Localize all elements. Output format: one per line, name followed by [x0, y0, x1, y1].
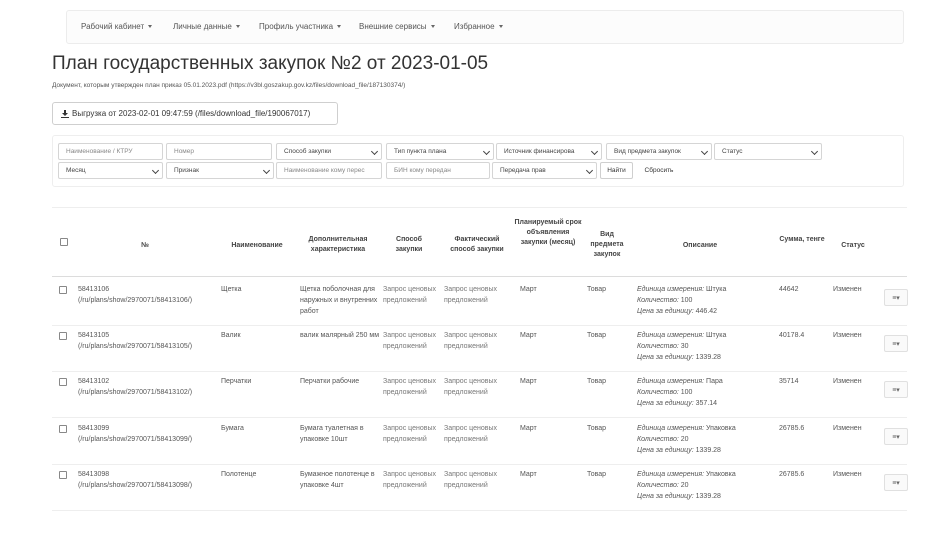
status-select[interactable] [714, 143, 822, 160]
row-checkbox[interactable] [59, 425, 67, 433]
row-number[interactable] [78, 284, 218, 306]
row-subject: Товар [587, 471, 607, 478]
row-actions-button[interactable] [884, 289, 908, 306]
row-link[interactable]: (/ru/plans/show/2970071/58413102/) [78, 389, 193, 396]
row-actual-method: Запрос ценовых предложений [444, 425, 497, 443]
method-select-value: Способ закупки [284, 148, 332, 155]
row-description [637, 469, 777, 502]
unit-label: Единица измерения: [637, 378, 705, 385]
nav-item-external[interactable] [359, 22, 435, 31]
nav-item-label: Профиль участника [259, 22, 334, 31]
caret-down-icon [499, 25, 503, 28]
nav-item-personal[interactable] [173, 22, 240, 31]
nav-item-label: Личные данные [173, 22, 232, 31]
nav-item-cabinet[interactable] [81, 22, 152, 31]
row-method: Запрос ценовых предложений [383, 471, 436, 489]
row-link[interactable]: (/ru/plans/show/2970071/58413105/) [78, 343, 193, 350]
row-description [637, 330, 777, 363]
row-link[interactable]: (/ru/plans/show/2970071/58413106/) [78, 297, 193, 304]
menu-icon: ≡▾ [892, 433, 900, 441]
row-checkbox[interactable] [59, 286, 67, 294]
caret-down-icon [337, 25, 341, 28]
row-actions-button[interactable] [884, 381, 908, 398]
chevron-down-icon [811, 148, 818, 155]
row-subject: Товар [587, 286, 607, 293]
caret-down-icon [148, 25, 152, 28]
row-extra: Бумага туалетная в упаковке 10шт [300, 425, 364, 443]
recipient-bin-input[interactable]: БИН кому передан [386, 162, 490, 179]
reset-button[interactable]: Сбросить [636, 162, 682, 179]
subject-type-select-value: Вид предмета закупок [614, 148, 681, 155]
price-value: 1339.28 [695, 493, 721, 500]
chevron-down-icon [701, 148, 708, 155]
col-header-name: Наименование [231, 242, 283, 249]
col-header-subject-type: Вид предмета закупок [590, 231, 624, 258]
row-month: Март [520, 332, 537, 339]
month-select-value: Месяц [66, 167, 86, 174]
row-sum: 40178.4 [779, 332, 805, 339]
row-extra: Бумажное полотенце в упаковке 4шт [300, 471, 375, 489]
price-value: 446.42 [695, 308, 718, 315]
row-number[interactable] [78, 376, 218, 398]
month-select[interactable] [58, 162, 163, 179]
unit-value: Упаковка [706, 471, 736, 478]
row-sum: 44642 [779, 286, 799, 293]
row-status: Изменен [833, 425, 862, 432]
unit-label: Единица измерения: [637, 286, 705, 293]
row-sum: 26785.6 [779, 425, 805, 432]
row-actual-method: Запрос ценовых предложений [444, 332, 497, 350]
qty-value: 20 [680, 436, 689, 443]
unit-value: Пара [706, 378, 723, 385]
nav-item-favorites[interactable] [454, 22, 503, 31]
row-name: Бумага [221, 425, 244, 432]
qty-value: 100 [680, 389, 693, 396]
qty-value: 100 [680, 297, 693, 304]
row-name: Перчатки [221, 378, 252, 385]
caret-down-icon [236, 25, 240, 28]
price-value: 1339.28 [695, 354, 721, 361]
row-name: Щетка [221, 286, 242, 293]
price-label: Цена за единицу: [637, 308, 694, 315]
row-status: Изменен [833, 378, 862, 385]
transfer-select-value: Передача прав [500, 167, 546, 174]
price-label: Цена за единицу: [637, 400, 694, 407]
row-divider [52, 371, 907, 372]
unit-label: Единица измерения: [637, 471, 705, 478]
row-month: Март [520, 378, 537, 385]
col-header-planned-period: Планируемый срок объявления закупки (месяц) [514, 219, 582, 246]
row-actual-method: Запрос ценовых предложений [444, 471, 497, 489]
qty-label: Количество: [637, 482, 679, 489]
unit-value: Штука [706, 286, 727, 293]
select-all-checkbox[interactable] [60, 238, 68, 246]
col-header-actual-method: Фактический способ закупки [450, 236, 504, 253]
row-number[interactable] [78, 423, 218, 445]
nav-item-label: Внешние сервисы [359, 22, 427, 31]
qty-label: Количество: [637, 297, 679, 304]
menu-icon: ≡▾ [892, 340, 900, 348]
chevron-down-icon [263, 167, 270, 174]
row-divider [52, 417, 907, 418]
row-checkbox[interactable] [59, 332, 67, 340]
chevron-down-icon [371, 148, 378, 155]
nav-item-profile[interactable] [259, 22, 341, 31]
approval-document-link[interactable]: Документ, которым утвержден план приказ 05.01.2023.pdf (https://v3bl.goszakup.gov.kz/files/download_file/187130374/) [52, 82, 406, 89]
unit-label: Единица измерения: [637, 425, 705, 432]
menu-icon: ≡▾ [892, 479, 900, 487]
nav-item-label: Рабочий кабинет [81, 22, 145, 31]
row-number-id: 58413105 [78, 332, 110, 339]
row-month: Март [520, 471, 537, 478]
name-ktru-input[interactable]: Наименование / КТРУ [58, 143, 163, 160]
qty-label: Количество: [637, 343, 679, 350]
row-method: Запрос ценовых предложений [383, 286, 436, 304]
row-number-id: 58413102 [78, 378, 110, 385]
col-header-status: Статус [841, 242, 865, 249]
row-method: Запрос ценовых предложений [383, 332, 436, 350]
method-select[interactable] [276, 143, 382, 160]
row-month: Март [520, 425, 537, 432]
unit-value: Упаковка [706, 425, 736, 432]
row-actions-button[interactable] [884, 474, 908, 491]
col-header-sum: Сумма, тенге [779, 236, 825, 243]
row-checkbox[interactable] [59, 378, 67, 386]
qty-value: 30 [680, 343, 689, 350]
nav-item-label: Избранное [454, 22, 495, 31]
row-link[interactable]: (/ru/plans/show/2970071/58413099/) [78, 436, 193, 443]
funding-select-value: Источник финансирова [504, 148, 575, 155]
row-actual-method: Запрос ценовых предложений [444, 286, 497, 304]
chevron-down-icon [591, 148, 598, 155]
row-subject: Товар [587, 332, 607, 339]
row-number-id: 58413106 [78, 286, 110, 293]
qty-value: 20 [680, 482, 689, 489]
row-extra: Перчатки рабочие [300, 378, 360, 385]
top-navbar [66, 10, 904, 44]
row-description [637, 376, 777, 409]
sign-select-value: Признак [174, 167, 199, 174]
row-actual-method: Запрос ценовых предложений [444, 378, 497, 396]
qty-label: Количество: [637, 436, 679, 443]
row-extra: валик малярный 250 мм [300, 332, 380, 339]
col-header-extra: Дополнительная характеристика [308, 236, 368, 253]
row-actions-button[interactable] [884, 428, 908, 445]
funding-select[interactable] [496, 143, 602, 160]
download-icon [61, 110, 69, 118]
transfer-select[interactable] [492, 162, 597, 179]
page-title: План государственных закупок №2 от 2023-01-05 [52, 53, 489, 74]
status-select-value: Статус [722, 148, 743, 155]
price-label: Цена за единицу: [637, 493, 694, 500]
row-status: Изменен [833, 286, 862, 293]
find-button[interactable]: Найти [600, 162, 633, 179]
price-label: Цена за единицу: [637, 447, 694, 454]
row-divider [52, 510, 907, 511]
price-value: 1339.28 [695, 447, 721, 454]
col-header-number: № [141, 242, 149, 249]
row-divider [52, 325, 907, 326]
col-header-method: Способ закупки [395, 236, 423, 253]
export-label: Выгрузка от 2023-02-01 09:47:59 (/files/download_file/190067017) [72, 109, 311, 118]
row-subject: Товар [587, 425, 607, 432]
plan-type-select[interactable] [386, 143, 494, 160]
row-extra: Щетка поболочная для наружных и внутренних работ [300, 286, 378, 315]
plan-type-select-value: Тип пункта плана [394, 148, 447, 155]
row-number-id: 58413098 [78, 471, 110, 478]
qty-label: Количество: [637, 389, 679, 396]
caret-down-icon [431, 25, 435, 28]
row-name: Полотенце [221, 471, 257, 478]
subject-type-select[interactable] [606, 143, 712, 160]
row-sum: 26785.6 [779, 471, 805, 478]
row-divider [52, 464, 907, 465]
price-label: Цена за единицу: [637, 354, 694, 361]
number-input[interactable]: Номер [166, 143, 272, 160]
menu-icon: ≡▾ [892, 294, 900, 302]
row-actions-button[interactable] [884, 335, 908, 352]
row-description [637, 423, 777, 456]
row-status: Изменен [833, 332, 862, 339]
row-month: Март [520, 286, 537, 293]
row-checkbox[interactable] [59, 471, 67, 479]
menu-icon: ≡▾ [892, 386, 900, 394]
row-sum: 35714 [779, 378, 799, 385]
export-button[interactable] [52, 102, 338, 125]
chevron-down-icon [586, 167, 593, 174]
row-status: Изменен [833, 471, 862, 478]
row-description [637, 284, 777, 317]
col-header-description: Описание [682, 242, 718, 249]
row-number[interactable] [78, 330, 218, 352]
row-subject: Товар [587, 378, 607, 385]
recipient-name-input[interactable]: Наименование кому перес [276, 162, 382, 179]
unit-value: Штука [706, 332, 727, 339]
header-divider [52, 276, 907, 277]
row-number-id: 58413099 [78, 425, 110, 432]
row-number[interactable] [78, 469, 218, 491]
row-method: Запрос ценовых предложений [383, 378, 436, 396]
row-method: Запрос ценовых предложений [383, 425, 436, 443]
chevron-down-icon [483, 148, 490, 155]
unit-label: Единица измерения: [637, 332, 705, 339]
sign-select[interactable] [166, 162, 274, 179]
row-name: Валик [221, 332, 241, 339]
row-link[interactable]: (/ru/plans/show/2970071/58413098/) [78, 482, 193, 489]
chevron-down-icon [152, 167, 159, 174]
price-value: 357.14 [695, 400, 718, 407]
